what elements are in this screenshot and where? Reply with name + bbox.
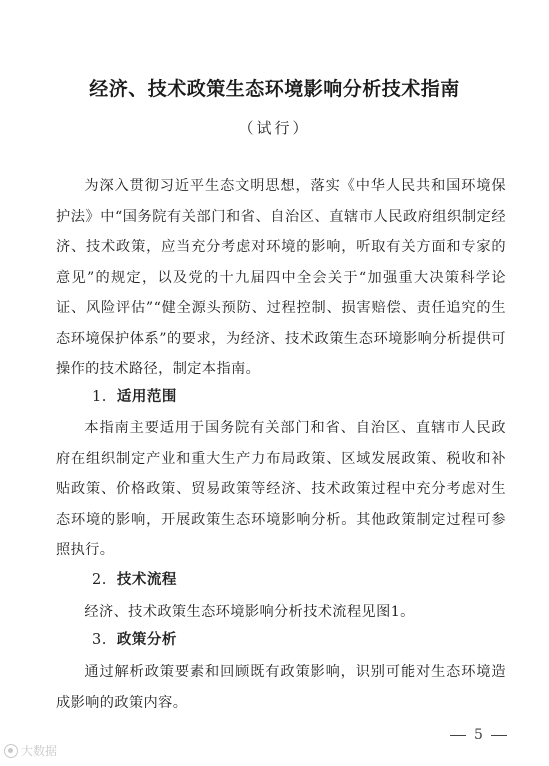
- section-body-policy-analysis: 通过解析政策要素和回顾既有政策影响，识别可能对生态环境造成影响的政策内容。: [56, 664, 506, 711]
- watermark: [4, 742, 57, 759]
- intro-paragraph: 为深入贯彻习近平生态文明思想，落实《中华人民共和国环境保护法》中“国务院有关部门和省、自治区、直辖市人民政府组织制定经济、技术政策，应当充分考虑对环境的影响，听取有关方面和专家的意见”的规定，以及党的十九届四中全会关于“加强重大决策科学论证、风险评估”“健全源头预防、过程控制、损害赔偿、责任追究的生态环境保护体系”的要求，为经济、技术政策生态环境影响分析提供可操作的技术路径，制定本指南。: [56, 178, 506, 377]
- page-number-dash-left: [450, 735, 466, 736]
- section-body-process: 经济、技术政策生态环境影响分析技术流程见图1。: [84, 604, 415, 620]
- watermark-text: 大数据: [21, 744, 58, 758]
- section-number: 3.: [92, 632, 107, 648]
- section-heading-scope: [92, 385, 177, 406]
- page-number-dash-right: [491, 735, 507, 736]
- page-number-value: 5: [474, 727, 483, 743]
- section-heading-text: 技术流程: [116, 572, 177, 588]
- section-number: 2.: [92, 572, 107, 588]
- section-heading-process: [92, 568, 177, 589]
- section-heading-policy-analysis: [92, 628, 177, 649]
- document-title: 经济、技术政策生态环境影响分析技术指南: [89, 78, 460, 100]
- watermark-logo-icon: [4, 744, 18, 758]
- page-number: [442, 727, 515, 743]
- document-subtitle: （试行）: [238, 119, 311, 137]
- section-body-scope: 本指南主要适用于国务院有关部门和省、自治区、直辖市人民政府在组织制定产业和重大生产力布局政策、区域发展政策、税收和补贴政策、价格政策、贸易政策等经济、技术政策过程中充分考虑对生态环境的影响，开展政策生态环境影响分析。其他政策制定过程可参照执行。: [56, 420, 506, 558]
- section-heading-text: 政策分析: [116, 632, 177, 648]
- section-number: 1.: [92, 389, 107, 405]
- section-heading-text: 适用范围: [116, 389, 177, 405]
